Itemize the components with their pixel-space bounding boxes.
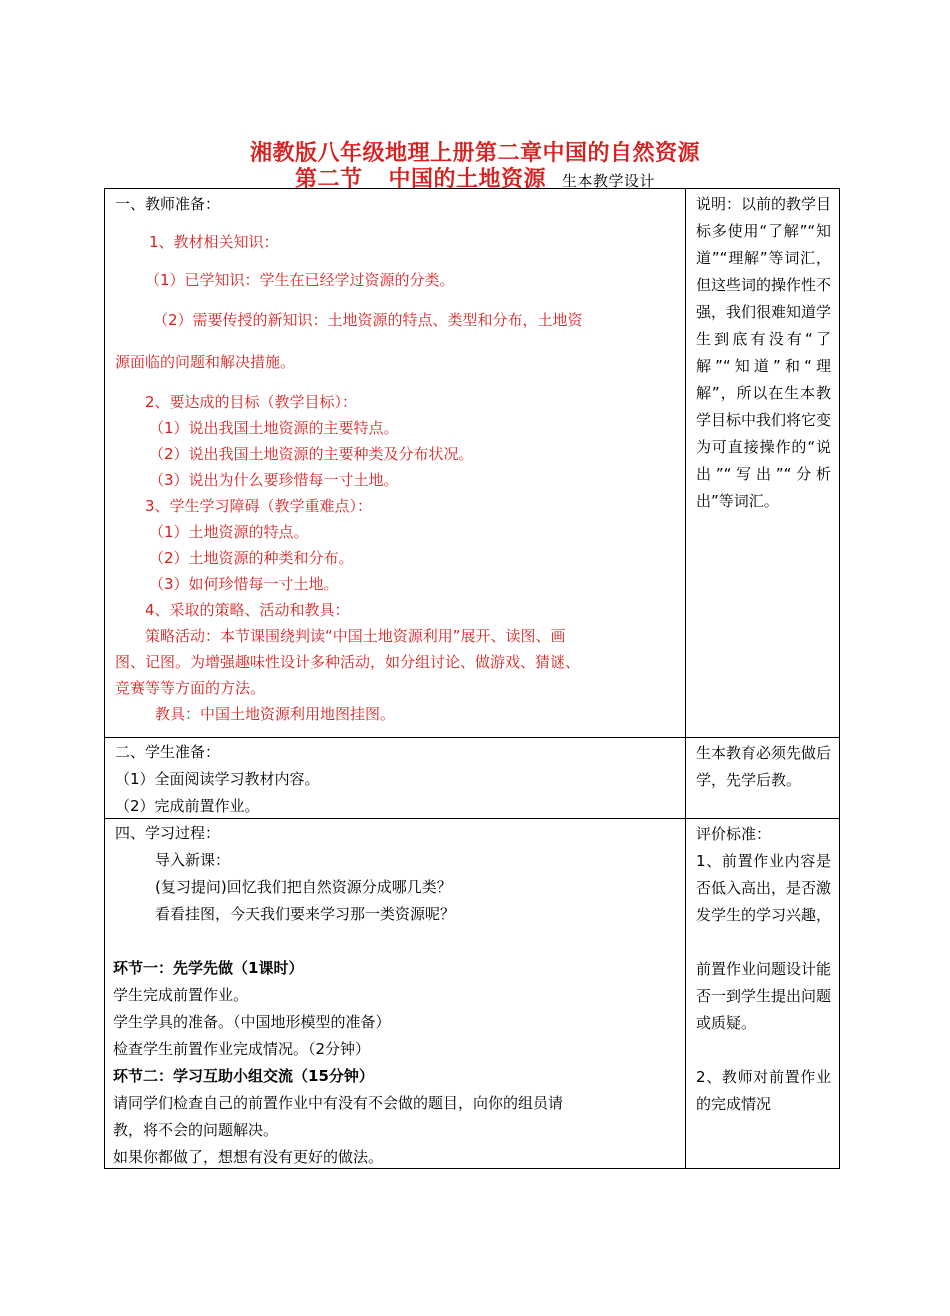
eval-item: 前置作业问题设计能否一到学生提出问题或质疑。 [696, 960, 832, 1032]
section-heading: 二、学生准备： [115, 743, 221, 761]
paragraph-line: 导入新课： [155, 851, 231, 869]
section-number: 第二节 [294, 167, 363, 192]
eval-item: 2、教师对前置作业的完成情况 [696, 1068, 831, 1113]
list-item: （1）土地资源的特点。 [149, 523, 309, 541]
table-row [105, 738, 840, 819]
section-heading: 四、学习过程： [115, 824, 221, 842]
note-cell [686, 738, 840, 819]
design-type: 生本教学设计 [562, 172, 656, 190]
list-item: （1）说出我国土地资源的主要特点。 [149, 419, 399, 437]
list-item: 源面临的问题和解决措施。 [115, 353, 296, 371]
list-item: （1）已学知识：学生在已经学过资源的分类。 [145, 271, 455, 289]
lesson-plan-table [104, 188, 840, 1169]
note-text: 说明：以前的教学目标多使用“了解”“知道”“理解”等词汇，但这些词的操作性不强，我们很难知道学生到底有没有“了解”“知道”和“理解”，所以在生本教学目标中我们将它变为可直接操作的“说出”“写出”“分析出”等词汇。 [696, 195, 832, 510]
section-topic: 中国的土地资源 [388, 167, 546, 192]
eval-heading: 评价标准： [696, 825, 772, 843]
list-item: （2）需要传授的新知识：土地资源的特点、类型和分布，土地资 [153, 311, 583, 329]
paragraph-line: 学生学具的准备。（中国地形模型的准备） [113, 1013, 391, 1031]
table-row [105, 189, 840, 738]
list-item: 3、学生学习障碍（教学重难点）： [145, 497, 373, 515]
list-item: （3）说出为什么要珍惜每一寸土地。 [149, 471, 399, 489]
list-item: （2）说出我国土地资源的主要种类及分布状况。 [149, 445, 474, 463]
paragraph-line: 检查学生前置作业完成情况。（2分钟） [113, 1040, 371, 1058]
paragraph-line: 图、记图。为增强趣味性设计多种活动，如分组讨论、做游戏、猜谜、 [115, 653, 581, 671]
list-item: 2、要达成的目标（教学目标）： [145, 393, 358, 411]
student-prep-cell [105, 738, 686, 819]
paragraph-line: 学生完成前置作业。 [113, 986, 249, 1004]
paragraph-line: 教，将不会的问题解决。 [113, 1121, 279, 1139]
note-text: 生本教育必须先做后学，先学后教。 [696, 744, 832, 789]
list-item: 4、采取的策略、活动和教具： [145, 601, 350, 619]
paragraph-line: 竞赛等等方面的方法。 [115, 679, 266, 697]
note-cell [686, 819, 840, 1169]
step-heading: 环节二：学习互助小组交流（15分钟） [113, 1067, 374, 1085]
step-heading: 环节一：先学先做（1课时） [113, 959, 304, 977]
paragraph-line: 请同学们检查自己的前置作业中有没有不会做的题目，向你的组员请 [113, 1094, 564, 1112]
list-item: （2）土地资源的种类和分布。 [149, 549, 354, 567]
paragraph-line: 教具：中国土地资源利用地图挂图。 [155, 705, 396, 723]
paragraph-line: 看看挂图，今天我们要来学习那一类资源呢？ [155, 905, 456, 923]
paragraph-line: 策略活动：本节课围绕判读“中国土地资源利用”展开、读图、画 [145, 627, 566, 645]
paragraph-line: (复习提问)回忆我们把自然资源分成哪几类？ [155, 878, 452, 896]
learning-process-cell [105, 819, 686, 1169]
list-item: （2）完成前置作业。 [115, 797, 260, 815]
eval-item: 1、前置作业内容是否低入高出，是否激发学生的学习兴趣， [696, 852, 832, 924]
table-row [105, 819, 840, 1169]
list-item: （1）全面阅读学习教材内容。 [115, 770, 320, 788]
paragraph-line: 如果你都做了，想想有没有更好的做法。 [113, 1148, 384, 1166]
list-item: （3）如何珍惜每一寸土地。 [149, 575, 339, 593]
section-heading: 一、教师准备： [115, 195, 221, 213]
document-title: 湘教版八年级地理上册第二章中国的自然资源 [249, 141, 700, 166]
teacher-prep-cell [105, 189, 686, 738]
list-item: 1、教材相关知识： [149, 233, 279, 251]
